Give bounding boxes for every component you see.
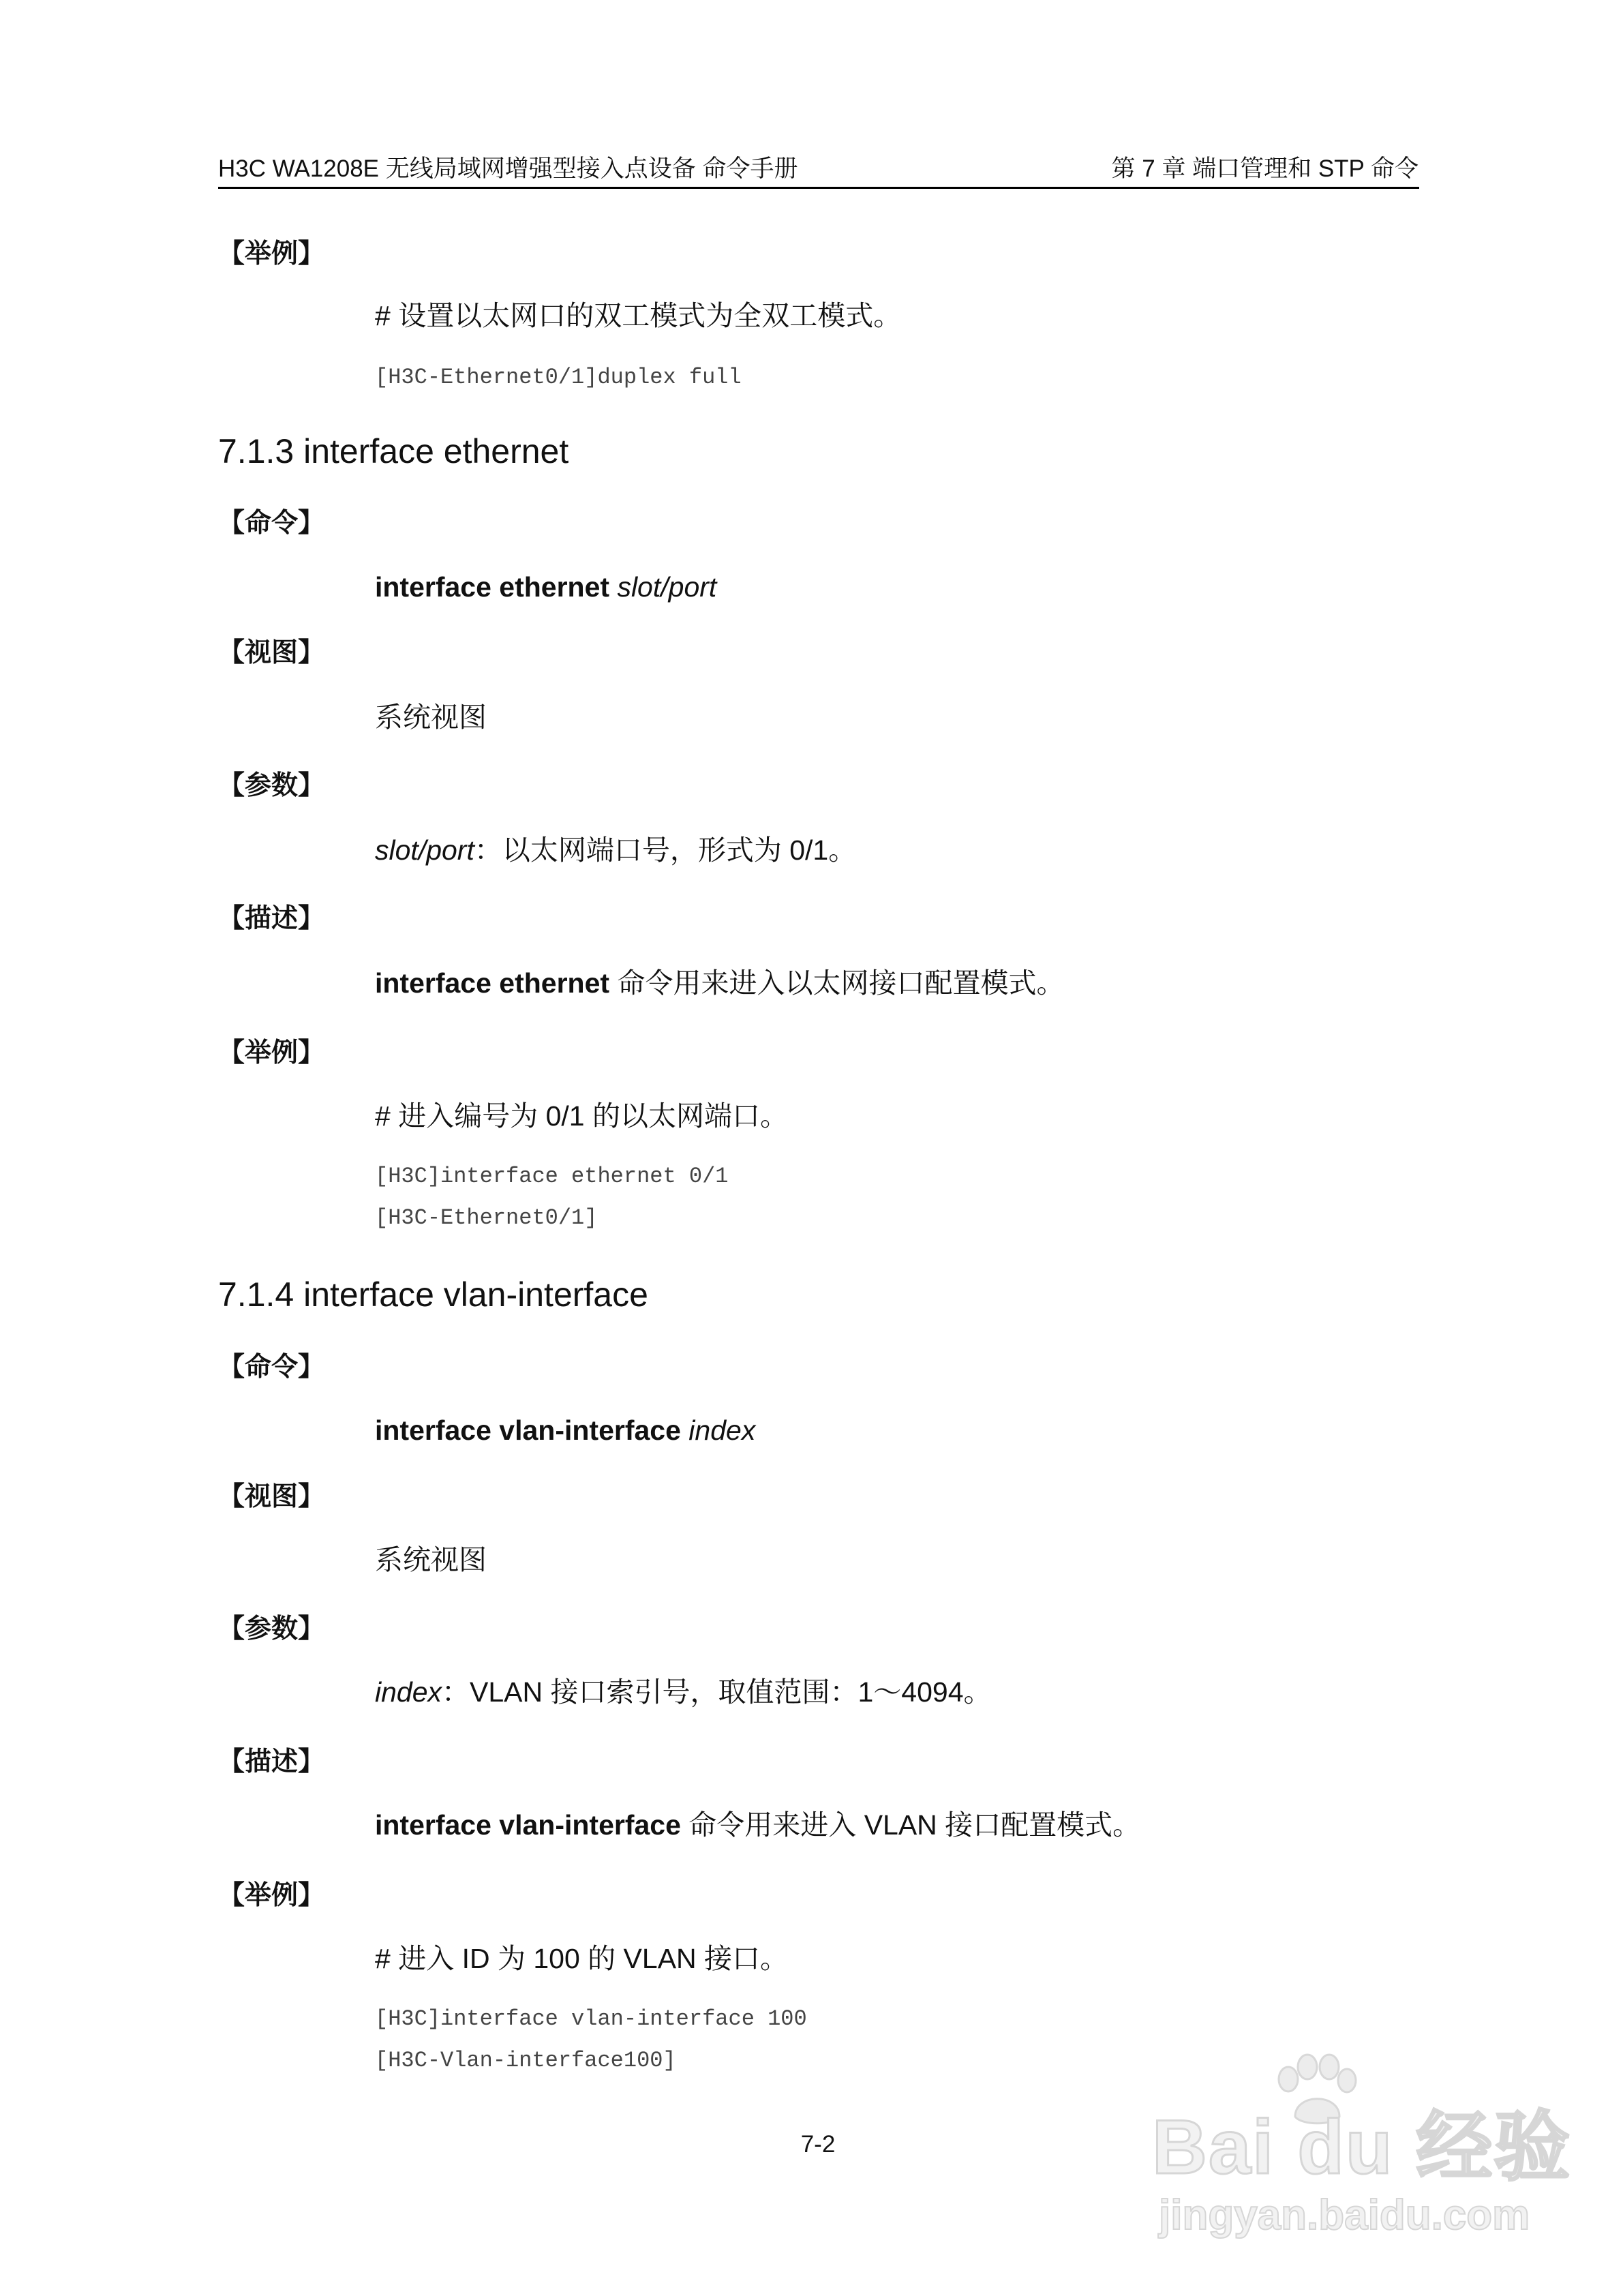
description-body: 命令用来进入 VLAN 接口配置模式。 <box>680 1809 1141 1841</box>
header-title: H3C WA1208E 无线局域网增强型接入点设备 命令手册 <box>218 155 798 182</box>
example-description: # 设置以太网口的双工模式为全双工模式。 <box>375 300 902 331</box>
code-line: [H3C-Ethernet0/1] <box>375 1205 598 1230</box>
label-example: 【举例】 <box>218 1881 325 1910</box>
command-keyword: interface ethernet <box>375 571 618 603</box>
description-text <box>375 1808 1140 1842</box>
command-argument: slot/port <box>617 571 717 603</box>
header-divider <box>218 187 1419 189</box>
param-description <box>375 1675 992 1709</box>
page-number: 7-2 <box>800 2131 836 2158</box>
code-line: [H3C]interface vlan-interface 100 <box>375 2006 807 2031</box>
section-heading-7-1-3: 7.1.3 interface ethernet <box>218 432 569 470</box>
command-keyword: interface vlan-interface <box>375 1415 689 1446</box>
command-syntax <box>375 1413 755 1447</box>
description-command: interface ethernet <box>375 967 610 999</box>
param-text: ：以太网端口号，形式为 0/1。 <box>474 834 857 866</box>
command-syntax <box>375 570 716 604</box>
label-view: 【视图】 <box>218 638 325 667</box>
example-description: # 进入 ID 为 100 的 VLAN 接口。 <box>375 1943 789 1974</box>
label-description: 【描述】 <box>218 904 325 933</box>
label-params: 【参数】 <box>218 771 325 800</box>
watermark <box>1152 2052 1572 2256</box>
description-command: interface vlan-interface <box>375 1809 681 1841</box>
code-line: [H3C-Vlan-interface100] <box>375 2048 676 2073</box>
label-example: 【举例】 <box>218 1038 325 1068</box>
param-name: slot/port <box>375 834 474 866</box>
description-text <box>375 966 1064 1000</box>
code-line: [H3C-Ethernet0/1]duplex full <box>375 365 742 390</box>
label-view: 【视图】 <box>218 1482 325 1511</box>
label-example: 【举例】 <box>218 239 325 269</box>
label-params: 【参数】 <box>218 1614 325 1644</box>
section-heading-7-1-4: 7.1.4 interface vlan-interface <box>218 1275 648 1314</box>
param-description <box>375 833 856 867</box>
view-text: 系统视图 <box>375 701 487 733</box>
code-line: [H3C]interface ethernet 0/1 <box>375 1164 729 1189</box>
param-text: ：VLAN 接口索引号，取值范围：1～4094。 <box>442 1676 992 1708</box>
command-argument: index <box>688 1415 756 1446</box>
label-command: 【命令】 <box>218 509 325 538</box>
label-command: 【命令】 <box>218 1353 325 1382</box>
description-body: 命令用来进入以太网接口配置模式。 <box>609 967 1065 999</box>
example-description: # 进入编号为 0/1 的以太网端口。 <box>375 1100 788 1132</box>
param-name: index <box>375 1676 442 1708</box>
view-text: 系统视图 <box>375 1544 487 1575</box>
watermark-brand: Bai du 经验 <box>1152 2104 1572 2190</box>
watermark-url: jingyan.baidu.com <box>1159 2192 1530 2239</box>
header-chapter: 第 7 章 端口管理和 STP 命令 <box>1111 155 1419 182</box>
label-description: 【描述】 <box>218 1747 325 1777</box>
